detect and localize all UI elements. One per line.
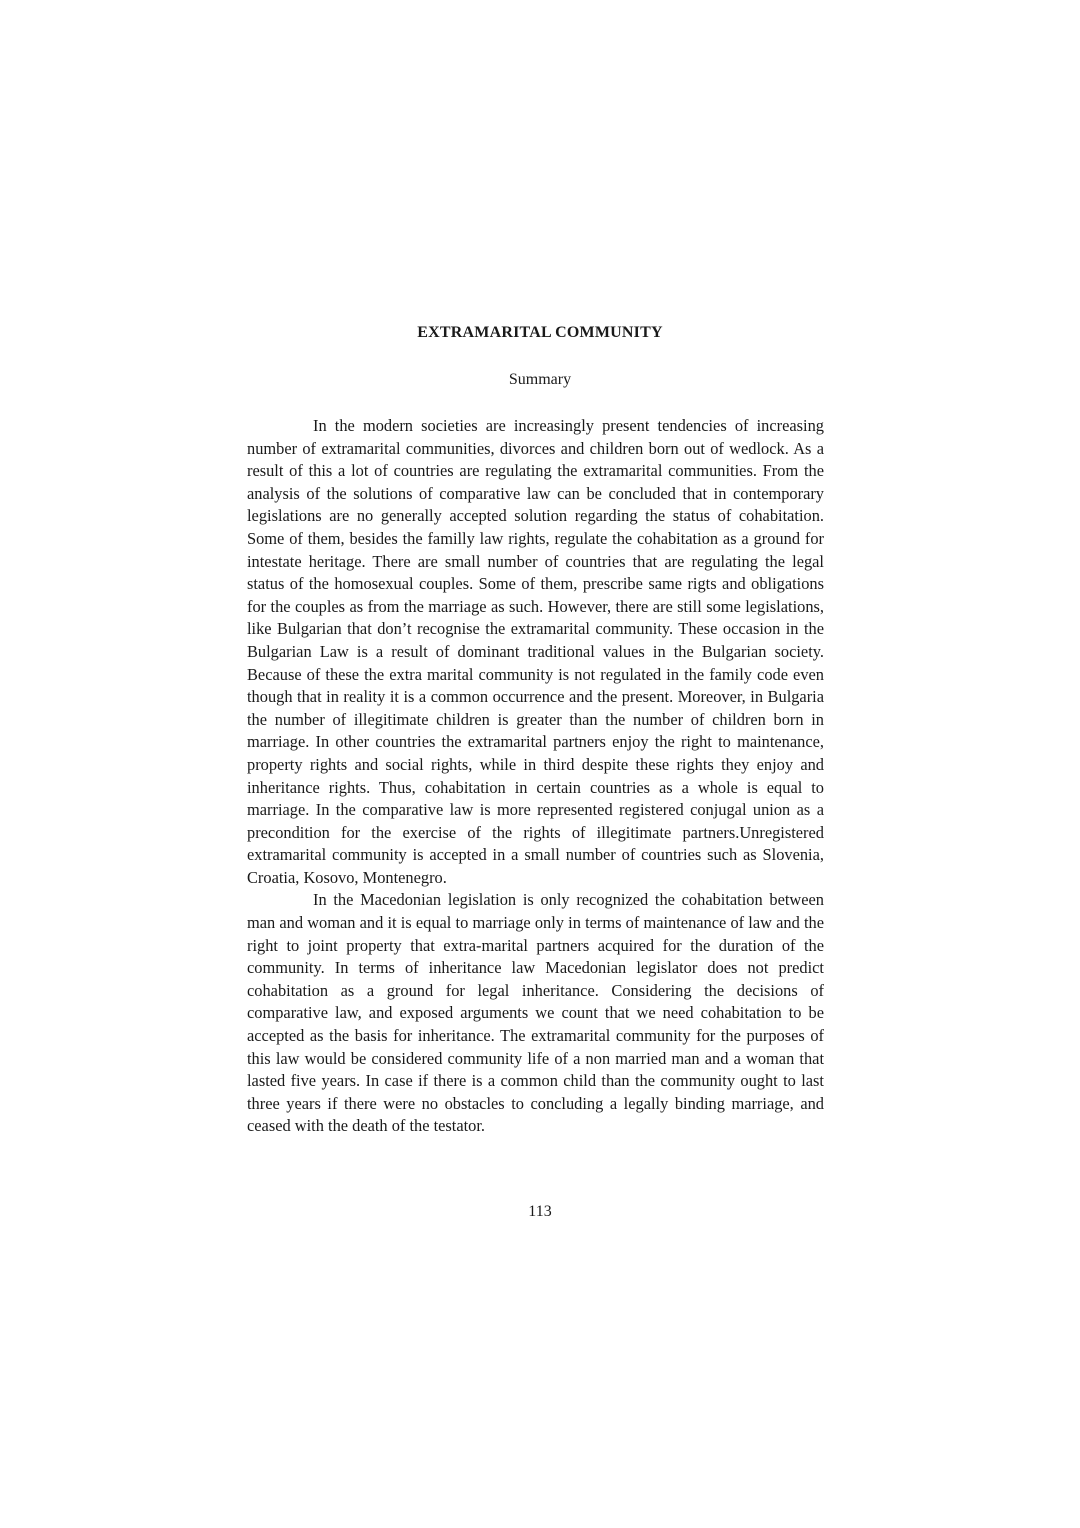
- paragraph-1: In the modern societies are increasingly present tendencies of increasing number of extramarital communities, divorces and children born out of wedlock. As a result of this a lot of countries are regulating the extramarital communities. From the analysis of the solutions of comparative law can be concluded that in contemporary legislations are no generally accepted solution regarding the status of cohabitation. Some of them, besides the familly law rights, regulate the cohabitation as a ground for intestate heritage. There are small number of countries that are regulating the legal status of the homosexual couples. Some of them, prescribe same rigts and obligations for the couples as from the marriage as such. However, there are still some legislations, like Bulgarian that don’t recognise the extramarital community. These occasion in the Bulgarian Law is a result of dominant traditional values in the Bulgarian society. Because of these the extra marital community is not regulated in the family code even though that in reality it is a common occurrence and the present. Moreover, in Bulgaria the number of illegitimate children is greater than the number of children born in marriage. In other countries the extramarital partners enjoy the right to maintenance, property rights and social rights, while in third despite these rights they enjoy and inheritance rights. Thus, cohabitation in certain countries as a whole is equal to marriage. In the comparative law is more represented registered conjugal union as a precondition for the exercise of the rights of illegitimate partners.Unregistered extramarital community is accepted in a small number of countries such as Slovenia, Croatia, Kosovo, Montenegro.: [247, 416, 824, 887]
- document-subtitle: Summary: [508, 371, 572, 388]
- document-title: EXTRAMARITAL COMMUNITY: [417, 324, 663, 341]
- paragraph-2: In the Macedonian legislation is only recognized the cohabitation between man and woman and it is equal to marriage only in terms of maintenance of law and the right to joint property that extra-marital partners acquired for the duration of the community. In terms of inheritance law Macedonian legislator does not predict cohabitation as a ground for legal inheritance. Considering the decisions of comparative law, and exposed arguments we count that we need cohabitation to be accepted as the basis for inheritance. The extramarital community for the purposes of this law would be considered community life of a non married man and a woman that lasted five years. In case if there is a common child than the community ought to last three years if there were no obstacles to concluding a legally binding marriage, and ceased with the death of the testator.: [247, 890, 824, 1136]
- page-number: 113: [528, 1203, 552, 1220]
- summary-body: [247, 415, 824, 1138]
